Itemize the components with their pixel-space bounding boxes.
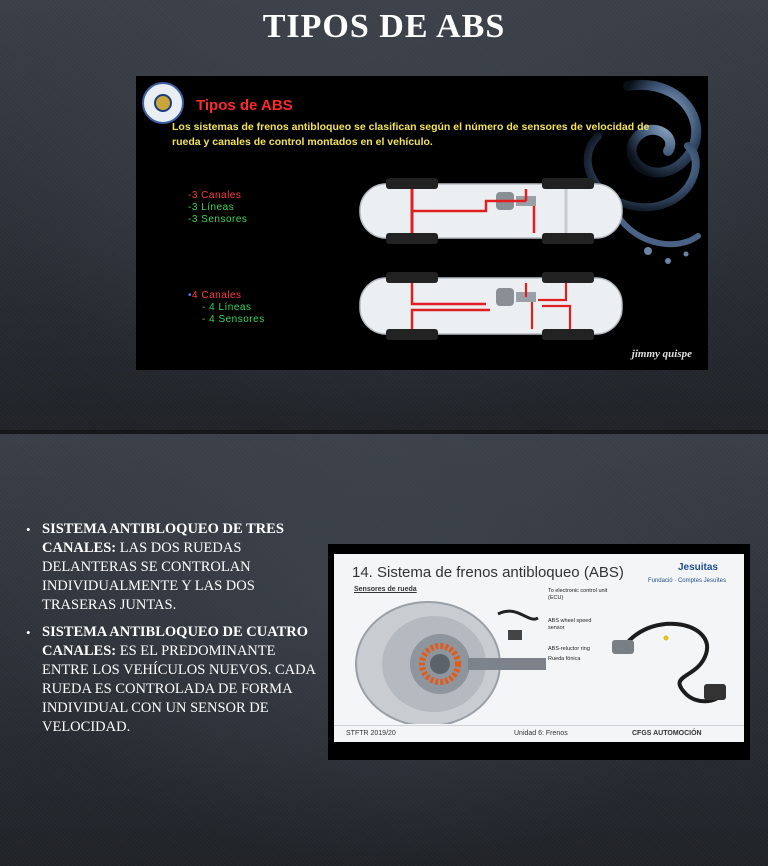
car-three-channel-icon — [356, 176, 626, 246]
three-canales-label: -3 Canales — [188, 190, 242, 201]
image-description: Los sistemas de frenos antibloqueo se clasifican según el número de sensores de velocidad de rueda y canales de control montados en el vehículo. — [172, 121, 650, 148]
label-wheel-sensor: ABS wheel speed sensor — [548, 618, 592, 631]
image-heading: Tipos de ABS — [196, 97, 293, 114]
jesuitas-logo: Jesuitas — [677, 562, 718, 573]
brake-disc-icon — [348, 594, 548, 724]
school-logo-icon — [142, 82, 184, 124]
image-footer — [334, 725, 744, 742]
four-sensores-label: - 4 Sensores — [202, 314, 265, 325]
author-signature: jimmy quispe — [631, 348, 692, 360]
sensors-caption: Sensores de rueda — [354, 586, 417, 593]
three-lineas-label: -3 Líneas — [188, 202, 235, 213]
bullet-three-channels — [26, 520, 316, 615]
bullet-text: LAS DOS RUEDAS DELANTERAS SE CONTROLAN INDIVIDUALMENTE Y LAS DOS TRASERAS JUNTAS. — [42, 540, 255, 613]
slide-1 — [0, 0, 768, 430]
bullet-dot-icon: • — [26, 522, 31, 537]
jesuitas-sub: Fundació · Comptes Jesuïtes — [647, 578, 726, 584]
three-sensores-label: -3 Sensores — [188, 214, 248, 225]
bullet-text: ES EL PREDOMINANTE ENTRE LOS VEHÍCULOS NUEVOS. CADA RUEDA ES CONTROLADA DE FORMA INDIVIDUAL CON UN SENSOR DE VELOCIDAD. — [42, 643, 316, 735]
abs-sensor-image — [328, 544, 750, 760]
bullet-title: SISTEMA ANTIBLOQUEO DE TRES CANALES: — [42, 521, 284, 556]
wheel-speed-sensor-icon — [606, 614, 736, 714]
footer-left: STFTR 2019/20 — [346, 730, 396, 737]
slide-title: TIPOS DE ABS — [262, 8, 506, 45]
bullet-dot-icon: • — [26, 625, 31, 640]
label-rueda-fonica: Rueda fónica — [548, 656, 581, 662]
bullet-list — [26, 520, 316, 745]
slide-2 — [0, 434, 768, 866]
four-lineas-label: - 4 Líneas — [202, 302, 252, 313]
footer-mid: Unidad 6: Frenos — [514, 730, 568, 737]
three-channel-list — [188, 190, 247, 226]
label-reluctor-ring: ABS-reluctor ring — [548, 646, 590, 652]
abs-types-image — [136, 76, 708, 370]
bullet-title: SISTEMA ANTIBLOQUEO DE CUATRO CANALES: — [42, 624, 309, 659]
image-heading: 14. Sistema de frenos antibloqueo (ABS) — [352, 564, 624, 581]
label-ecu: To electronic control unit (ECU) — [548, 588, 608, 601]
bullet-four-channels — [26, 623, 316, 737]
four-channel-list — [188, 290, 265, 326]
four-canales-label: •4 Canales — [188, 290, 242, 301]
car-four-channel-icon — [356, 270, 626, 342]
footer-right: CFGS AUTOMOCIÓN — [632, 730, 702, 737]
